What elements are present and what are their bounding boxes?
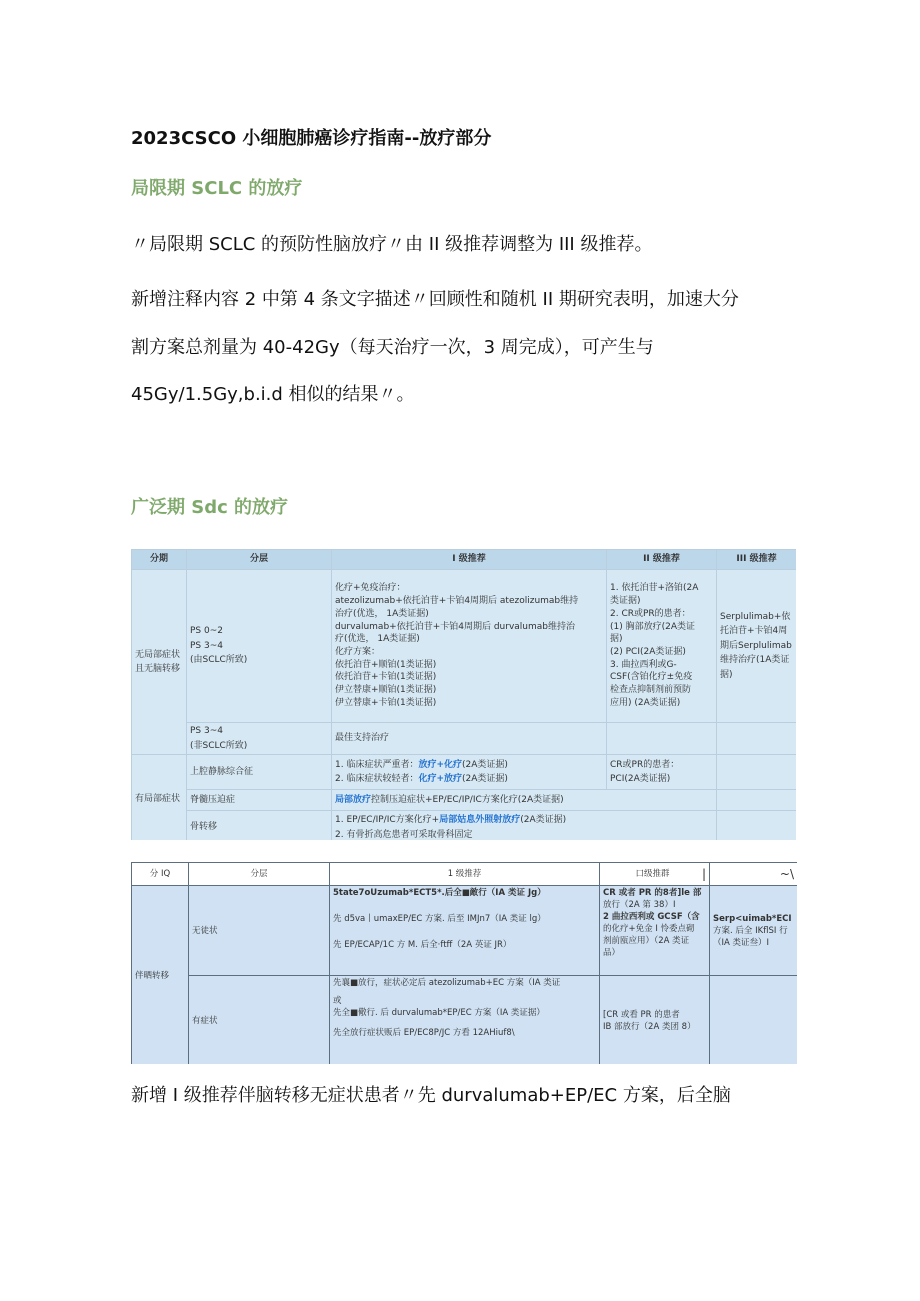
t1-header-level1: I 级推荐 <box>332 550 607 570</box>
t1-line: 检查点抑制剂前预防 <box>610 685 692 696</box>
t2-line: IB 部放行（2A 类团 8） <box>603 1021 696 1032</box>
table-row <box>132 755 797 790</box>
t1-line: 伊立替康+卡铂(1类证据) <box>335 697 437 708</box>
t1-line: PCI(2A类证据) <box>610 774 671 784</box>
t1-header-stage: 分期 <box>132 550 187 570</box>
t1-line: (2) PCI(2A类证据) <box>610 647 686 657</box>
t2-line: 放行（2A 第 38）I <box>603 900 676 910</box>
t2-line: 先 d5va丨umaxEP/EC 方案. 后至 IMJn7（IA 类证 lg） <box>333 914 546 924</box>
footer-paragraph: 新增 I 级推荐伴脑转移无症状患者〃先 durvalumab+EP/EC 方案，后全脑 <box>131 1085 731 1106</box>
table-row <box>132 976 798 1065</box>
table-row <box>132 790 797 811</box>
t1-line: 2. 临床症状较轻者：化疗+放疗(2A类证据) <box>335 774 508 784</box>
t2-line: 先全放行症状贩后 EP/EC8P/JC 方看 12AHiuf8\ <box>333 1028 515 1038</box>
t1-r3-layer: 上腔静脉综合征 <box>187 755 332 790</box>
t1-header-level2: II 级推荐 <box>607 550 717 570</box>
t1-r2-level2 <box>607 723 717 755</box>
table-row <box>132 886 798 976</box>
t2-sub1-level2 <box>600 886 710 976</box>
document-title: 2023CSCO 小细胞肺癌诊疗指南--放疗部分 <box>131 128 492 149</box>
t1-line: 1. 临床症状严重者：放疗+化疗(2A类证据) <box>335 759 508 770</box>
t2-header-level1: 1 级推荐 <box>330 863 600 886</box>
section-heading-extensive-stage: 广泛期 Sdc 的放疗 <box>131 497 289 518</box>
t1-line: 1. 依托泊苷+洛铂(2A <box>610 583 699 594</box>
t2-sub1-level1 <box>330 886 600 976</box>
t1-line: 化疗+免疫治疗： <box>335 583 406 594</box>
t1-line: 依托泊苷+顺铂(1类证据) <box>335 659 437 670</box>
t1-line: 应用) (2A类证据) <box>610 697 681 708</box>
table-row <box>132 570 797 723</box>
t2-line: 方案. 后全 IKflSI 行 <box>713 925 788 936</box>
t1-line: 疗(优选， 1A类证据) <box>335 634 420 645</box>
t1-line: 2. 有骨折高危患者可采取骨科固定 <box>335 829 473 840</box>
t1-r2-level1: 最佳支持治疗 <box>332 723 607 755</box>
t1-line: 类证据) <box>610 596 641 607</box>
t2-sub1-level3 <box>710 886 798 976</box>
t2-line: [CR 或看 PR 的患者 <box>603 1009 680 1020</box>
t2-header-level3: ~\ <box>710 863 798 886</box>
t1-r3-level2 <box>607 755 717 790</box>
t1-header-layer: 分层 <box>187 550 332 570</box>
t2-sub1: 无徒状 <box>189 886 330 976</box>
t2-line: 5tate7oUzumab*ECT5*.后全■敵行（IA 类证 Jg） <box>333 888 546 898</box>
t2-sub2-level1 <box>330 976 600 1065</box>
t2-group-brain-mets: 伴晒转移 <box>132 886 189 1065</box>
t2-line: 先全■儆行. 后 durvalumab*EP/EC 方案（IA 类证据） <box>333 1008 545 1018</box>
table-row <box>132 723 797 755</box>
t1-r1-level2 <box>607 570 717 723</box>
t2-line: （IA 类证叁）I <box>713 937 770 948</box>
t1-r5-level1 <box>332 811 717 841</box>
t1-line: (1) 胸部放疗(2A类证 <box>610 621 696 632</box>
paragraph-annotation-line2: 割方案总剂量为 40-42Gy（每天治疗一次，3 周完成），可产生与 <box>131 337 654 358</box>
t1-group-symptoms: 有局部症状 <box>132 755 187 841</box>
paragraph-annotation-line3: 45Gy/1.5Gy,b.i.d 相似的结果〃。 <box>131 384 415 405</box>
t1-r3-level1 <box>332 755 607 790</box>
t2-line: 剂前瓯应用）（2A 类证 <box>603 936 690 946</box>
t1-line: 伊立替康+顺铂(1类证据) <box>335 685 437 696</box>
t1-r2-layer: PS 3~4 (非SCLC所致) <box>187 723 332 755</box>
paragraph-annotation-line1: 新增注释内容 2 中第 4 条文字描述〃回顾性和随机 II 期研究表明，加速大分 <box>131 289 739 310</box>
table2-header-row <box>132 863 798 886</box>
section-heading-limited-stage: 局限期 SCLC 的放疗 <box>131 178 303 199</box>
t1-r4-level3 <box>717 790 797 811</box>
t2-header-stage: 分 IQ <box>132 863 189 886</box>
t1-r1-level3: Serplulimab+依托泊苷+卡铂4周期后Serplulimab维持治疗(1A类证据) <box>717 570 797 723</box>
t2-line: 先襄■放行，症状必定后 atezolizumab+EC 方案（IA 类证 <box>333 978 561 988</box>
t1-line: CR或PR的患者： <box>610 759 680 770</box>
t2-line: 品） <box>603 948 621 958</box>
t1-line: 化疗方案： <box>335 647 381 657</box>
t2-line: 或 <box>333 996 342 1006</box>
t1-r3-level3 <box>717 755 797 790</box>
recommendation-table-2 <box>131 862 797 1064</box>
t1-line: 1. EP/EC/IP/IC方案化疗+局部姑息外照射放疗(2A类证据) <box>335 815 567 825</box>
t1-line: durvalumab+依托泊苷+卡铂4周期后 durvalumab维持治 <box>335 621 575 632</box>
t2-line: Serp<uimab*ECI <box>713 913 792 924</box>
recommendation-table-1 <box>131 549 796 840</box>
t1-line: 3. 曲拉西利或G- <box>610 659 677 670</box>
table1-header-row <box>132 550 797 570</box>
t1-r1-layer: PS 0~2 PS 3~4 (由SCLC所致) <box>187 570 332 723</box>
t1-line: 治疗(优选， 1A类证据) <box>335 608 429 619</box>
t1-group-no-symptoms: 无局部症状且无脑转移 <box>132 570 187 755</box>
t2-line: 先 EP/ECAP/1C 方 M. 后全·ftff（2A 英证 JR） <box>333 940 512 950</box>
t2-header-level2: 口级推群 | <box>600 863 710 886</box>
t1-r1-level1 <box>332 570 607 723</box>
t2-sub2-level2 <box>600 976 710 1065</box>
t2-line: CR 或者 PR 的8者]le 部 <box>603 888 702 898</box>
t2-line: 2 曲拉西利或 GCSF（含 <box>603 912 700 922</box>
t1-r5-level3 <box>717 811 797 841</box>
t1-line: CSF(含铂化疗±免疫 <box>610 672 693 683</box>
t1-header-level3: III 级推荐 <box>717 550 797 570</box>
t1-r4-level1: 局部放疗控制压迫症状+EP/EC/IP/IC方案化疗(2A类证据) <box>332 790 717 811</box>
t1-r2-level3 <box>717 723 797 755</box>
t1-line: 2. CR或PR的患者： <box>610 608 691 619</box>
table-row <box>132 811 797 841</box>
t1-line: 依托泊苷+卡铂(1类证据) <box>335 672 437 683</box>
t2-header-layer: 分层 <box>189 863 330 886</box>
t1-r5-layer: 骨转移 <box>187 811 332 841</box>
paragraph-pci-change: 〃局限期 SCLC 的预防性脑放疗〃由 II 级推荐调整为 III 级推荐。 <box>131 234 653 255</box>
t1-line: atezolizumab+依托泊苷+卡铂4周期后 atezolizumab维持 <box>335 596 579 607</box>
t1-line: 据) <box>610 634 623 645</box>
t1-r4-layer: 脊髓压迫症 <box>187 790 332 811</box>
t2-sub2: 有症状 <box>189 976 330 1065</box>
t2-line: 的化疗+免金 I 怜委点砌 <box>603 924 695 934</box>
t2-sub2-level3 <box>710 976 798 1065</box>
